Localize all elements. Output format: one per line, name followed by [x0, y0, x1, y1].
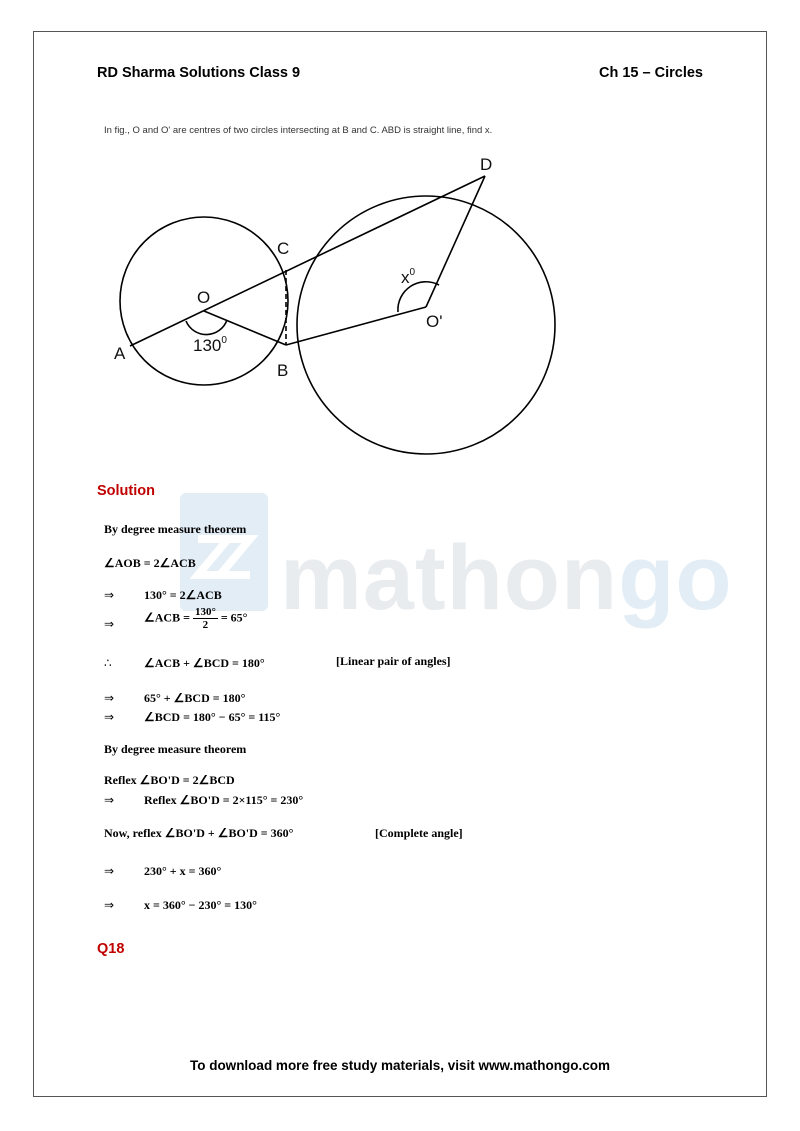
- label-c: C: [277, 239, 290, 258]
- solution-line-5: ∠ACB + ∠BCD = 180°: [144, 656, 265, 670]
- solution-line-1: By degree measure theorem: [104, 522, 247, 536]
- label-a: A: [114, 344, 126, 363]
- label-angle-130: $130^0$: [193, 335, 227, 355]
- reason-linear-pair: [Linear pair of angles]: [336, 654, 451, 668]
- label-x: $x^0$: [401, 267, 416, 287]
- solution-line-8: By degree measure theorem: [104, 742, 247, 756]
- question-text: In fig., O and O' are centres of two circles intersecting at B and C. ABD is straight line, find x.: [104, 125, 493, 136]
- solution-line-3: 130° = 2∠ACB: [144, 588, 222, 602]
- fraction: $\frac{130^\circ}{2}$: [194, 606, 216, 631]
- header-chapter-title: Ch 15 – Circles: [599, 65, 703, 81]
- solution-line-6: 65° + ∠BCD = 180°: [144, 691, 246, 705]
- watermark-text: mathongo: [280, 527, 733, 629]
- label-o: O: [197, 288, 211, 307]
- header-book-title: RD Sharma Solutions Class 9: [97, 65, 301, 81]
- solution-line-12: 230° + x = 360°: [144, 864, 222, 878]
- footer-text: To download more free study materials, visit www.mathongo.com: [189, 1058, 611, 1073]
- geometry-figure: [100, 150, 580, 460]
- segment-bo-prime: [286, 307, 426, 345]
- solution-line-7: ∠BCD = 180° − 65° = 115°: [144, 710, 281, 724]
- label-d: D: [480, 155, 493, 174]
- therefore-symbol: ∴: [104, 656, 112, 670]
- angle-arc-130: [186, 320, 227, 335]
- solution-line-9: Reflex ∠BO'D = 2∠BCD: [104, 773, 235, 787]
- solution-line-11: Now, reflex ∠BO'D + ∠BO'D = 360°: [104, 826, 294, 840]
- reason-complete-angle: [Complete angle]: [375, 826, 463, 840]
- implies-symbol: ⇒: [104, 691, 115, 705]
- solution-heading: Solution: [97, 483, 155, 499]
- next-question-heading: Q18: [97, 941, 125, 957]
- implies-symbol: ⇒: [104, 617, 115, 631]
- implies-symbol: ⇒: [104, 588, 115, 602]
- solution-line-2: ∠AOB = 2∠ACB: [104, 556, 196, 570]
- solution-line-13: x = 360° − 230° = 130°: [144, 898, 257, 912]
- label-o-prime: O': [426, 312, 443, 331]
- implies-symbol: ⇒: [104, 793, 115, 807]
- solution-line-10: Reflex ∠BO'D = 2×115° = 230°: [144, 793, 304, 807]
- implies-symbol: ⇒: [104, 898, 115, 912]
- solution-line-4: ∠ACB = $\frac{130^\circ}{2}$ = 65°: [144, 606, 248, 631]
- label-b: B: [277, 361, 289, 380]
- implies-symbol: ⇒: [104, 864, 115, 878]
- implies-symbol: ⇒: [104, 710, 115, 724]
